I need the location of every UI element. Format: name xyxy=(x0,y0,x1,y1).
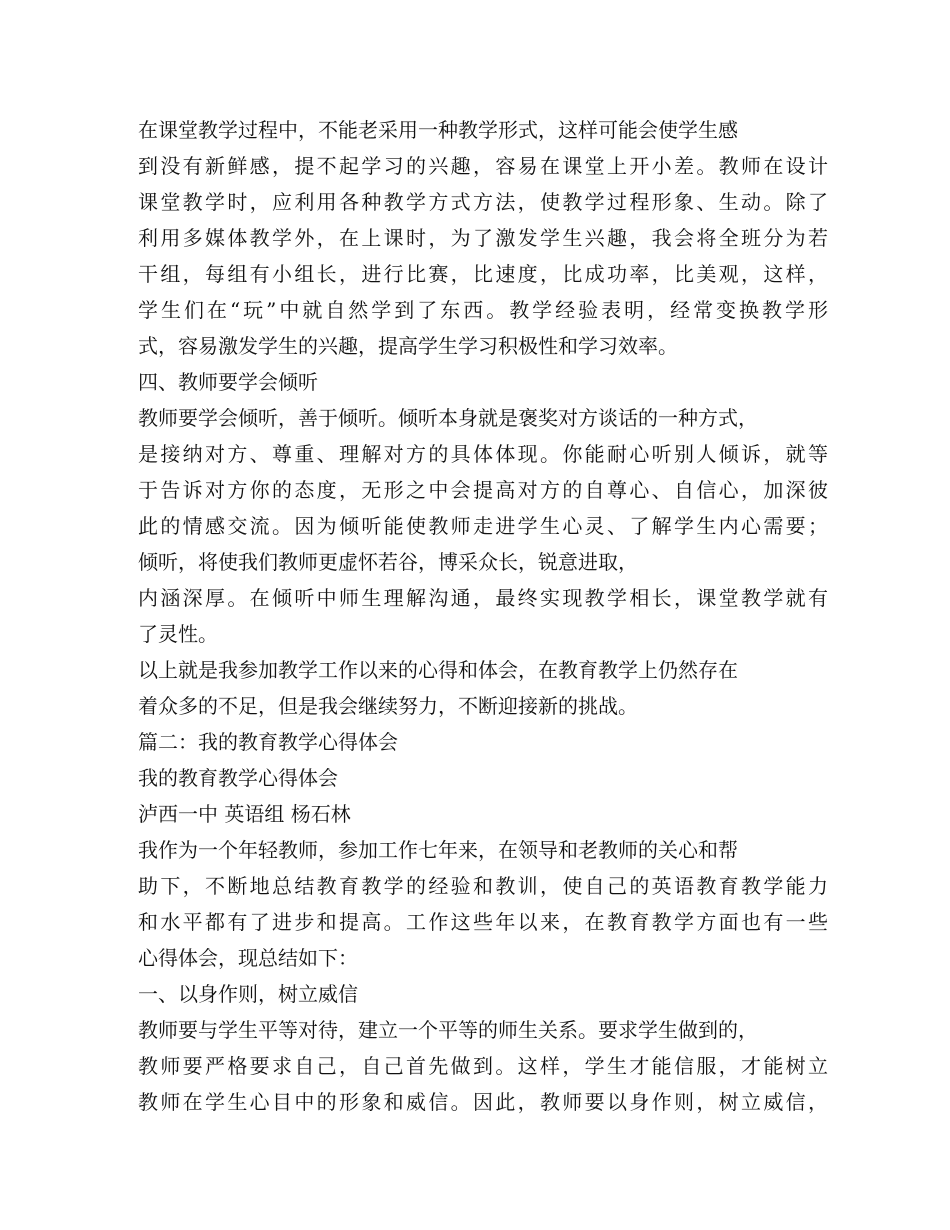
text-line: 教师要与学生平等对待，建立一个平等的师生关系。要求学生做到的， xyxy=(138,1018,758,1042)
text-line: 了灵性。 xyxy=(138,622,218,646)
text-line: 于告诉对方你的态度，无形之中会提高对方的自尊心、自信心，加深彼 xyxy=(138,478,828,502)
text-line: 心得体会，现总结如下： xyxy=(138,946,358,970)
text-line: 是接纳对方、尊重、理解对方的具体体现。你能耐心听别人倾诉，就等 xyxy=(138,442,828,466)
text-line: 利用多媒体教学外，在上课时，为了激发学生兴趣，我会将全班分为若 xyxy=(138,226,828,250)
text-line: 一、以身作则，树立威信 xyxy=(138,982,358,1006)
text-line: 我作为一个年轻教师，参加工作七年来，在领导和老教师的关心和帮 xyxy=(138,838,738,862)
document-body xyxy=(138,112,828,1120)
text-line: 式，容易激发学生的兴趣，提高学生学习积极性和学习效率。 xyxy=(138,334,678,358)
text-line: 助下，不断地总结教育教学的经验和教训，使自己的英语教育教学能力 xyxy=(138,874,828,898)
text-line: 学生们在“玩”中就自然学到了东西。教学经验表明，经常变换教学形 xyxy=(138,298,828,322)
text-line: 在课堂教学过程中，不能老采用一种教学形式，这样可能会使学生感 xyxy=(138,118,738,142)
text-line: 教师在学生心目中的形象和威信。因此，教师要以身作则，树立威信， xyxy=(138,1090,828,1114)
text-line: 内涵深厚。在倾听中师生理解沟通，最终实现教学相长，课堂教学就有 xyxy=(138,586,828,610)
text-line: 到没有新鲜感，提不起学习的兴趣，容易在课堂上开小差。教师在设计 xyxy=(138,154,828,178)
text-line: 倾听，将使我们教师更虚怀若谷，博采众长，锐意进取， xyxy=(138,550,638,574)
text-line: 着众多的不足，但是我会继续努力，不断迎接新的挑战。 xyxy=(138,694,638,718)
text-line: 干组，每组有小组长，进行比赛，比速度，比成功率，比美观，这样， xyxy=(138,262,828,286)
text-line: 篇二：我的教育教学心得体会 xyxy=(138,730,398,754)
text-line: 以上就是我参加教学工作以来的心得和体会，在教育教学上仍然存在 xyxy=(138,658,738,682)
text-line: 我的教育教学心得体会 xyxy=(138,766,338,790)
text-line: 教师要学会倾听，善于倾听。倾听本身就是褒奖对方谈话的一种方式， xyxy=(138,406,758,430)
text-line: 和水平都有了进步和提高。工作这些年以来，在教育教学方面也有一些 xyxy=(138,910,828,934)
text-line: 教师要严格要求自己，自己首先做到。这样，学生才能信服，才能树立 xyxy=(138,1054,828,1078)
text-line: 四、教师要学会倾听 xyxy=(138,370,318,394)
text-line: 课堂教学时，应利用各种教学方式方法，使教学过程形象、生动。除了 xyxy=(138,190,828,214)
text-line: 泸西一中 英语组 杨石林 xyxy=(138,802,351,826)
text-line: 此的情感交流。因为倾听能使教师走进学生心灵、了解学生内心需要； xyxy=(138,514,828,538)
